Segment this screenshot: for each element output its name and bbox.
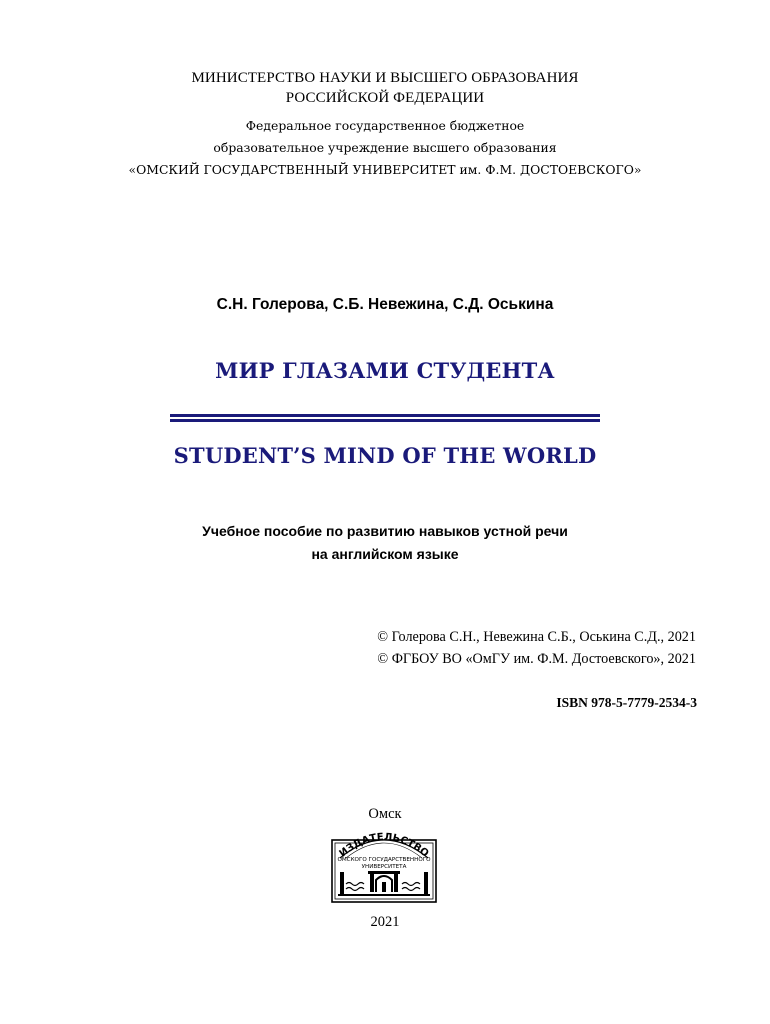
publisher-logo-icon [330, 826, 438, 906]
title-divider-top [170, 414, 600, 417]
logo-caption-1: ОМСКОГО ГОСУДАРСТВЕННОГО [337, 857, 431, 863]
authors: С.Н. Голерова, С.Б. Невежина, С.Д. Оськина [216, 296, 554, 313]
title-russian: МИР ГЛАЗАМИ СТУДЕНТА [215, 358, 555, 383]
subtitle-line-1: Учебное пособие по развитию навыков устной речи [202, 523, 568, 539]
city: Омск [368, 806, 402, 822]
copyright-authors: © Голерова С.Н., Невежина С.Б., Оськина С.Д., 2021 [377, 629, 696, 645]
year: 2021 [370, 914, 400, 930]
copyright-university: © ФГБОУ ВО «ОмГУ им. Ф.М. Достоевского», 2021 [377, 651, 696, 667]
logo-caption-2: УНИВЕРСИТЕТА [361, 864, 407, 870]
ministry-line-1: МИНИСТЕРСТВО НАУКИ И ВЫСШЕГО ОБРАЗОВАНИЯ [191, 70, 579, 86]
institution-line-3: «ОМСКИЙ ГОСУДАРСТВЕННЫЙ УНИВЕРСИТЕТ им. Ф.М. ДОСТОЕВСКОГО» [128, 162, 642, 177]
title-english: STUDENT’S MIND OF THE WORLD [173, 443, 597, 468]
institution-line-2: образовательное учреждение высшего образования [213, 140, 557, 155]
logo-arc-text: ИЗДАТЕЛЬСТВО [337, 831, 431, 860]
title-divider-bottom [170, 419, 600, 422]
institution-line-1: Федеральное государственное бюджетное [245, 118, 525, 133]
subtitle-line-2: на английском языке [311, 546, 459, 562]
isbn: ISBN 978-5-7779-2534-3 [556, 695, 697, 710]
ministry-line-2: РОССИЙСКОЙ ФЕДЕРАЦИИ [285, 90, 485, 106]
